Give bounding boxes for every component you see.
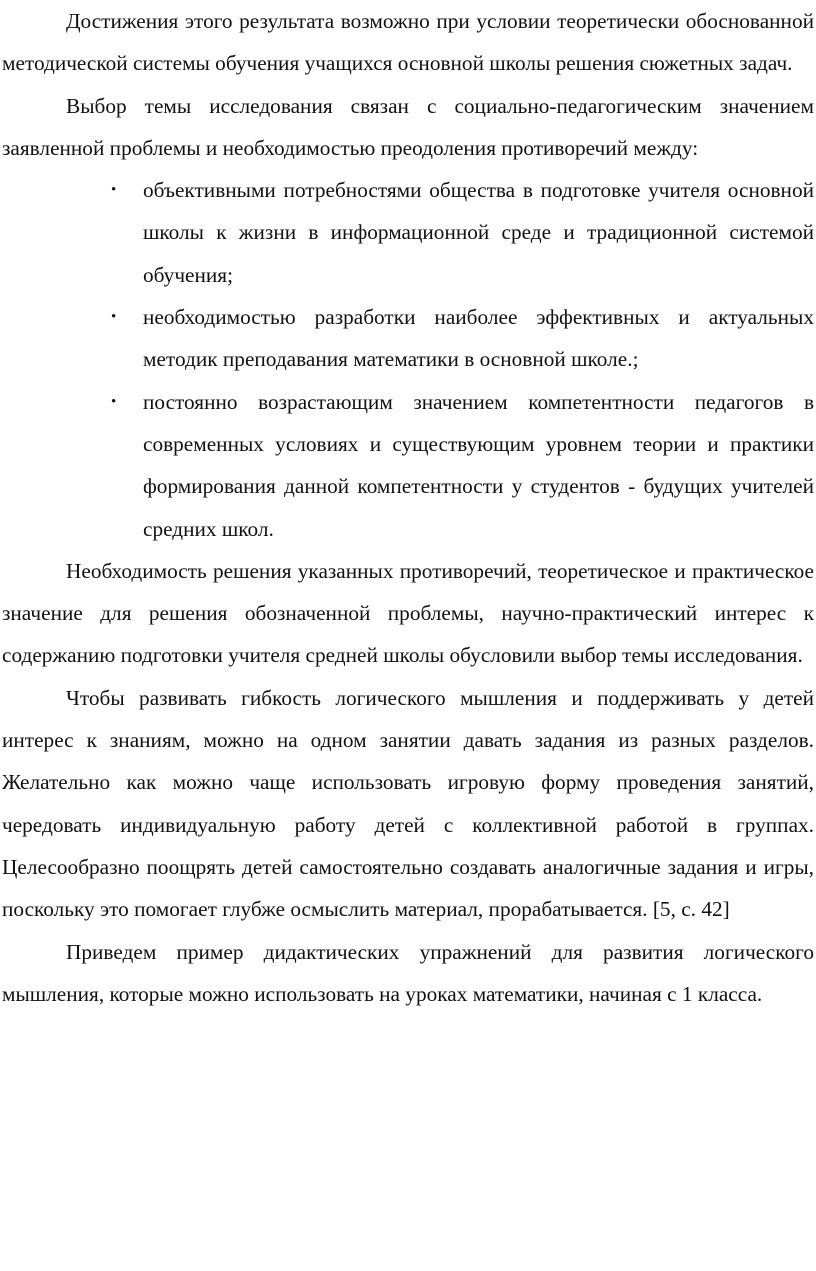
bullet-icon: •	[111, 393, 117, 410]
list-item-text: необходимостью разработки наиболее эффективных и актуальных методик преподавания математики в основной школе.;	[143, 305, 814, 372]
list-item-text: объективными потребностями общества в подготовке учителя основной школы к жизни в информационной среде и традиционной системой обучения;	[143, 178, 814, 287]
document-page	[2, 0, 814, 1015]
paragraph-example: Приведем пример дидактических упражнений для развития логического мышления, которые можно использовать на уроках математики, начиная с 1 класса.	[2, 939, 814, 1006]
paragraph-flexibility: Чтобы развивать гибкость логического мышления и поддерживать у детей интерес к знаниям, можно на одном занятии давать задания из разных разделов. Желательно как можно чаще использовать игровую форму проведения занятий, чередовать индивидуальную работу детей с коллективной работой в группах. Целесообразно поощрять детей самостоятельно создавать аналогичные задания и игры, поскольку это помогает глубже осмыслить материал, прорабатывается. [5, с. 42]	[2, 685, 814, 922]
bullet-icon: •	[111, 182, 117, 199]
list-item	[2, 381, 814, 550]
bullet-icon: •	[111, 309, 117, 326]
list-item-text: постоянно возрастающим значением компетентности педагогов в современных условиях и существующим уровнем теории и практики формирования данной компетентности у студентов - будущих учителей средних школ.	[143, 389, 814, 541]
list-item	[2, 296, 814, 381]
paragraph-topic-choice: Выбор темы исследования связан с социально-педагогическим значением заявленной проблемы и необходимостью преодоления противоречий между:	[2, 93, 814, 160]
paragraph-achievement: Достижения этого результата возможно при условии теоретически обоснованной методической системы обучения учащихся основной школы решения сюжетных задач.	[2, 9, 814, 76]
paragraph-necessity: Необходимость решения указанных противоречий, теоретическое и практическое значение для решения обозначенной проблемы, научно-практический интерес к содержанию подготовки учителя средней школы обусловили выбор темы исследования.	[2, 558, 814, 668]
contradictions-list	[2, 169, 814, 550]
list-item	[2, 169, 814, 296]
